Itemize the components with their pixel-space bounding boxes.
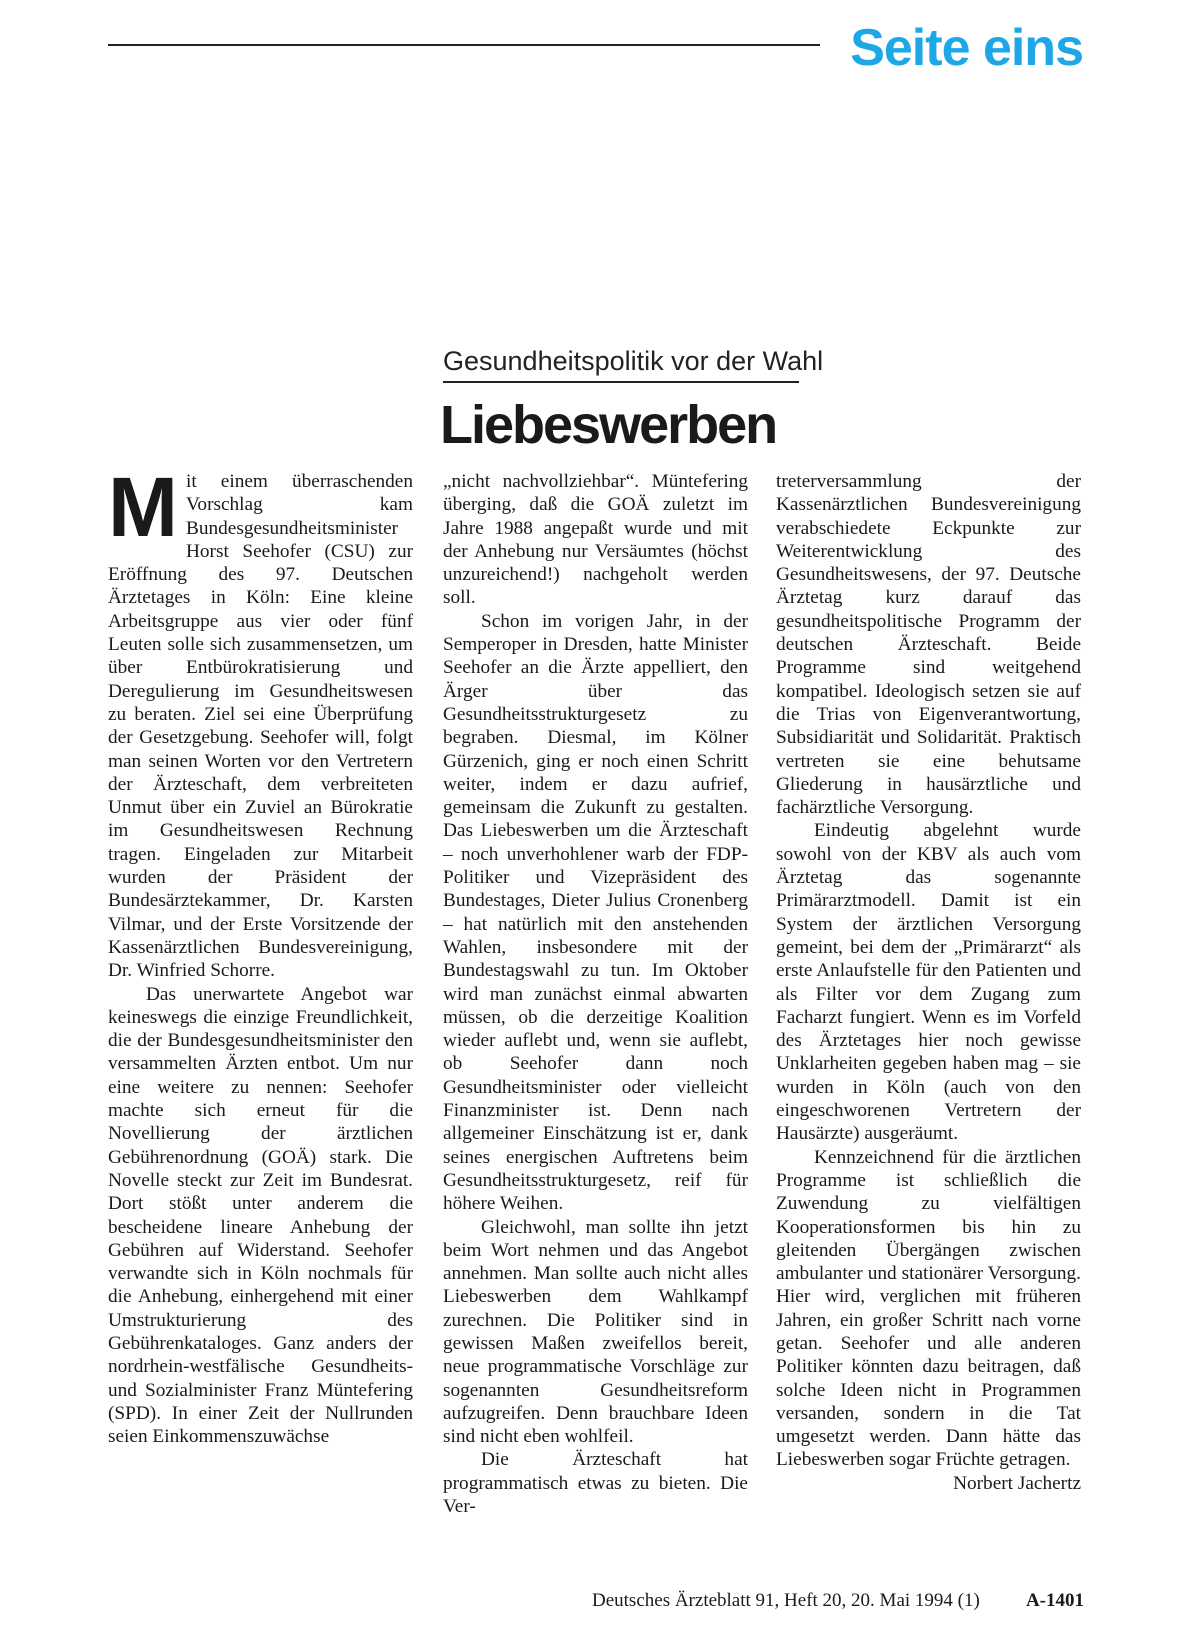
paragraph [776, 1146, 1081, 1494]
article-column-2 [443, 470, 748, 1518]
page-footer [592, 1590, 1084, 1612]
paragraph: treterversammlung der Kassenärztlichen Bundesvereinigung verabschiedete Eckpunkte zur Weiterentwicklung des Gesundheitswesens, der 97. Deutsche Ärztetag kurz darauf das gesundheitspolitische Programm der deutschen Ärzteschaft. Beide Programme sind weitgehend kompatibel. Ideologisch setzen sie auf die Trias von Eigenverantwortung, Subsidiarität und Solidarität. Praktisch vertreten sie eine behutsame Gliederung in hausärztliche und fachärztliche Versorgung. [776, 471, 1081, 819]
paragraph-text: Kennzeichnend für die ärztlichen Programme ist schließlich die Zuwendung zu vielfältigen Kooperationsformen bis hin zu gleitenden Übergängen zwischen ambulanter und stationärer Versorgung. Hier wird, verglichen mit früheren Jahren, ein großer Schritt nach vorne getan. Seehofer und alle anderen Politiker könnten dazu beitragen, daß solche Ideen nicht in Programmen versanden, sondern in die Tat umgesetzt werden. Dann hätte das Liebeswerben sogar Früchte getragen. [776, 1146, 1081, 1471]
article-kicker: Gesundheitspolitik vor der Wahl [443, 346, 799, 383]
paragraph: Schon im vorigen Jahr, in der Semperoper in Dresden, hatte Minister Seehofer an die Ärzte appelliert, den Ärger über das Gesundheitsstrukturgesetz zu begraben. Diesmal, im Kölner Gürzenich, ging er noch einen Schritt weiter, indem er dazu aufrief, gemeinsam die Zukunft zu gestalten. Das Liebeswerben um die Ärzteschaft – noch unverhohlener warb der FDP-Politiker und Vizepräsident des Bundestages, Dieter Julius Cronenberg – hat natürlich mit den anstehenden Wahlen, insbesondere mit der Bundestagswahl zu tun. Im Oktober wird man zunächst einmal abwarten müssen, ob die derzeitige Koalition wieder auflebt und, wenn sie auflebt, ob Seehofer dann noch Gesundheitsminister oder vielleicht Finanzminister ist. Denn nach allgemeiner Einschätzung ist er, dank seines energischen Auftretens beim Gesundheitsstrukturgesetz, reif für höhere Weihen. [443, 610, 748, 1215]
paragraph [108, 460, 413, 983]
page-number: A-1401 [1025, 1590, 1084, 1611]
article-column-1 [108, 460, 413, 1448]
drop-cap: M [108, 460, 178, 554]
paragraph-text: it einem überraschenden Vorschlag kam Bundesgesundheitsminister Horst Seehofer (CSU) zur Eröffnung des 97. Deutschen Ärztetages in Köln: Eine kleine Arbeitsgruppe aus vier oder fünf Leuten solle sich zusammensetzen, um über Entbürokratisierung und Deregulierung im Gesundheitswesen zu beraten. Ziel sei eine Überprüfung der Gesetzgebung. Seehofer will, folgt man seinen Worten vor den Vertretern der Ärzteschaft, dem verbreiteten Unmut über ein Zuviel an Bürokratie im Gesundheitswesen Rechnung tragen. Eingeladen zur Mitarbeit wurden der Präsident der Bundesärztekammer, Dr. Karsten Vilmar, und der Erste Vorsitzende der Kassenärztlichen Bundesvereinigung, Dr. Winfried Schorre. [108, 471, 413, 982]
paragraph: Eindeutig abgelehnt wurde sowohl von der KBV als auch vom Ärztetag das sogenannte Primärarztmodell. Damit ist ein System der ärztlichen Versorgung gemeint, bei dem der „Primärarzt“ als erste Anlaufstelle für den Patienten und als Filter vor dem Zugang zum Facharzt fungiert. Wenn es im Vorfeld des Ärztetages hier noch gewisse Unklarheiten gegeben haben mag – sie wurden in Köln (auch von den eingeschworenen Vertretern der Hausärzte) ausgeräumt. [776, 820, 1081, 1145]
paragraph: Gleichwohl, man sollte ihn jetzt beim Wort nehmen und das Angebot annehmen. Man sollte auch nicht alles Liebeswerben dem Wahlkampf zurechnen. Die Politiker sind in gewissen Maßen zweifellos bereit, neue programmatische Vorschläge zur sogenannten Gesundheitsreform aufzugreifen. Denn brauchbare Ideen sind nicht eben wohlfeil. [443, 1216, 748, 1448]
paragraph: Die Ärzteschaft hat programmatisch etwas zu bieten. Die Ver- [443, 1449, 748, 1518]
article-headline: Liebeswerben [440, 395, 777, 455]
paragraph: Das unerwartete Angebot war keineswegs die einzige Freundlichkeit, die der Bundesgesundheitsminister den versammelten Ärzten entbot. Um nur eine weitere zu nennen: Seehofer machte sich erneut für die Novellierung der ärztlichen Gebührenordnung (GOÄ) stark. Die Novelle steckt zur Zeit im Bundesrat. Dort stößt unter anderem die bescheidene lineare Anhebung der Gebühren auf Widerstand. Seehofer verwandte sich in Köln nochmals für die Anhebung, einhergehend mit einer Umstrukturierung des Gebührenkataloges. Ganz anders der nordrhein-westfälische Gesundheits- und Sozialminister Franz Müntefering (SPD). In einer Zeit der Nullrunden seien Einkommenszuwächse [108, 983, 413, 1448]
section-label: Seite eins [850, 19, 1083, 77]
paragraph: „nicht nachvollziehbar“. Müntefering überging, daß die GOÄ zuletzt im Jahre 1988 angepaßt wurde und mit der Anhebung nur Versäumtes (höchst unzureichend!) nachgeholt werden soll. [443, 471, 748, 609]
author-name: Norbert Jachertz [953, 1472, 1081, 1494]
footer-citation: Deutsches Ärzteblatt 91, Heft 20, 20. Mai 1994 (1) [592, 1590, 980, 1611]
top-rule [108, 44, 820, 46]
article-column-3 [776, 470, 1081, 1495]
